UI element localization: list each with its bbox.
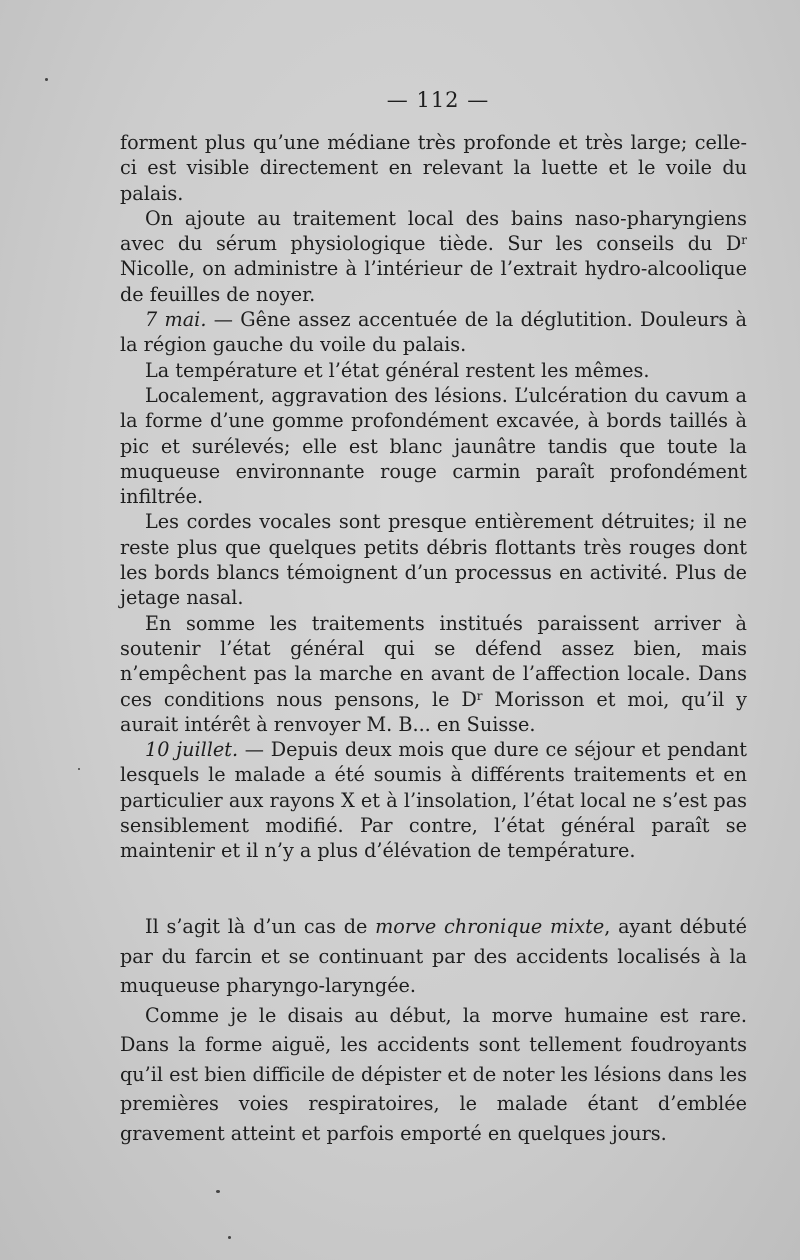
superscript: r xyxy=(476,688,483,703)
entry-date: 7 mai. xyxy=(145,308,207,332)
paragraph-local-lesions: Localement, aggravation des lésions. L’ulcération du cavum a la forme d’une gomme profondément excavée, à bords taillés à pic et surélevés; elle est blanc jaunâtre tandis que toute la muqueuse environnante rouge carmin paraît profondément infiltrée. xyxy=(120,383,747,509)
print-speck xyxy=(45,78,48,81)
entry-text: — Depuis deux mois que dure ce séjour et pendant lesquels le malade a été soumis à différents traitements et en particulier aux rayons X et à l’insolation, l’état local ne s’est pas sensiblement modifié. Par contre, l’état général paraît se maintenir et il n’y a plus d’élévation de température. xyxy=(120,738,747,863)
print-speck xyxy=(78,768,80,770)
paragraph-acute-form: Comme je le disais au début, la morve humaine est rare. Dans la forme aiguë, les accidents sont tellement foudroyants qu’il est bien difficile de dépister et de noter les lésions dans les premières voies respiratoires, le malade étant d’emblée gravement atteint et parfois emporté en quelques jours. xyxy=(120,1003,747,1145)
paragraph-text: On ajoute au traitement local des bains naso-pharyngiens avec du sérum physiologique tiède. Sur les conseils du D xyxy=(120,206,747,256)
print-speck xyxy=(216,1190,220,1193)
paragraph-treatment xyxy=(120,206,747,307)
paragraph-text: Morisson et moi, qu’il y aurait intérêt à renvoyer M. B... en Suisse. xyxy=(120,687,747,736)
entry-text: — Gêne assez accentuée de la déglutition. Douleurs à la région gauche du voile du palais. xyxy=(120,308,747,357)
paragraph-text: , ayant débuté par du farcin et se continuant par des accidents localisés à la muqueuse pharyngo-laryngée. xyxy=(120,915,747,997)
paragraph-vocal-cords: Les cordes vocales sont presque entièrement détruites; il ne reste plus que quelques petits débris flottants très rouges dont les bords blancs témoignent d’un processus en activité. Plus de jetage nasal. xyxy=(120,510,747,610)
paragraph-treatment-summary xyxy=(120,611,747,737)
italic-term: morve chronique mixte xyxy=(375,915,605,938)
paragraph-text: Il s’agit là d’un cas de xyxy=(145,915,376,938)
page-number: — 112 — xyxy=(386,88,490,112)
paragraph-text: Nicolle, on administre à l’intérieur de l’extrait hydro-alcoolique de feuilles de noyer. xyxy=(120,257,747,306)
paragraph-general-state: La température et l’état général restent les mêmes. xyxy=(145,358,650,382)
paragraph-text: En somme les traitements institués paraissent arriver à soutenir l’état général qui se défend assez bien, mais n’empêchent pas la marche en avant de l’affection locale. Dans ces conditions nous pensons, le D xyxy=(120,611,747,711)
discussion xyxy=(120,912,747,1148)
paragraph-continuation: forment plus qu’une médiane très profonde et très large; celle-ci est visible directement en relevant la luette et le voile du palais. xyxy=(120,131,747,205)
paragraph-diagnosis xyxy=(120,912,747,1001)
paragraph-may-entry xyxy=(120,307,747,358)
case-notes xyxy=(120,130,747,864)
paragraph-july-entry xyxy=(120,737,747,863)
superscript: r xyxy=(741,233,747,248)
print-speck xyxy=(228,1236,231,1239)
entry-date: 10 juillet. xyxy=(145,738,239,762)
